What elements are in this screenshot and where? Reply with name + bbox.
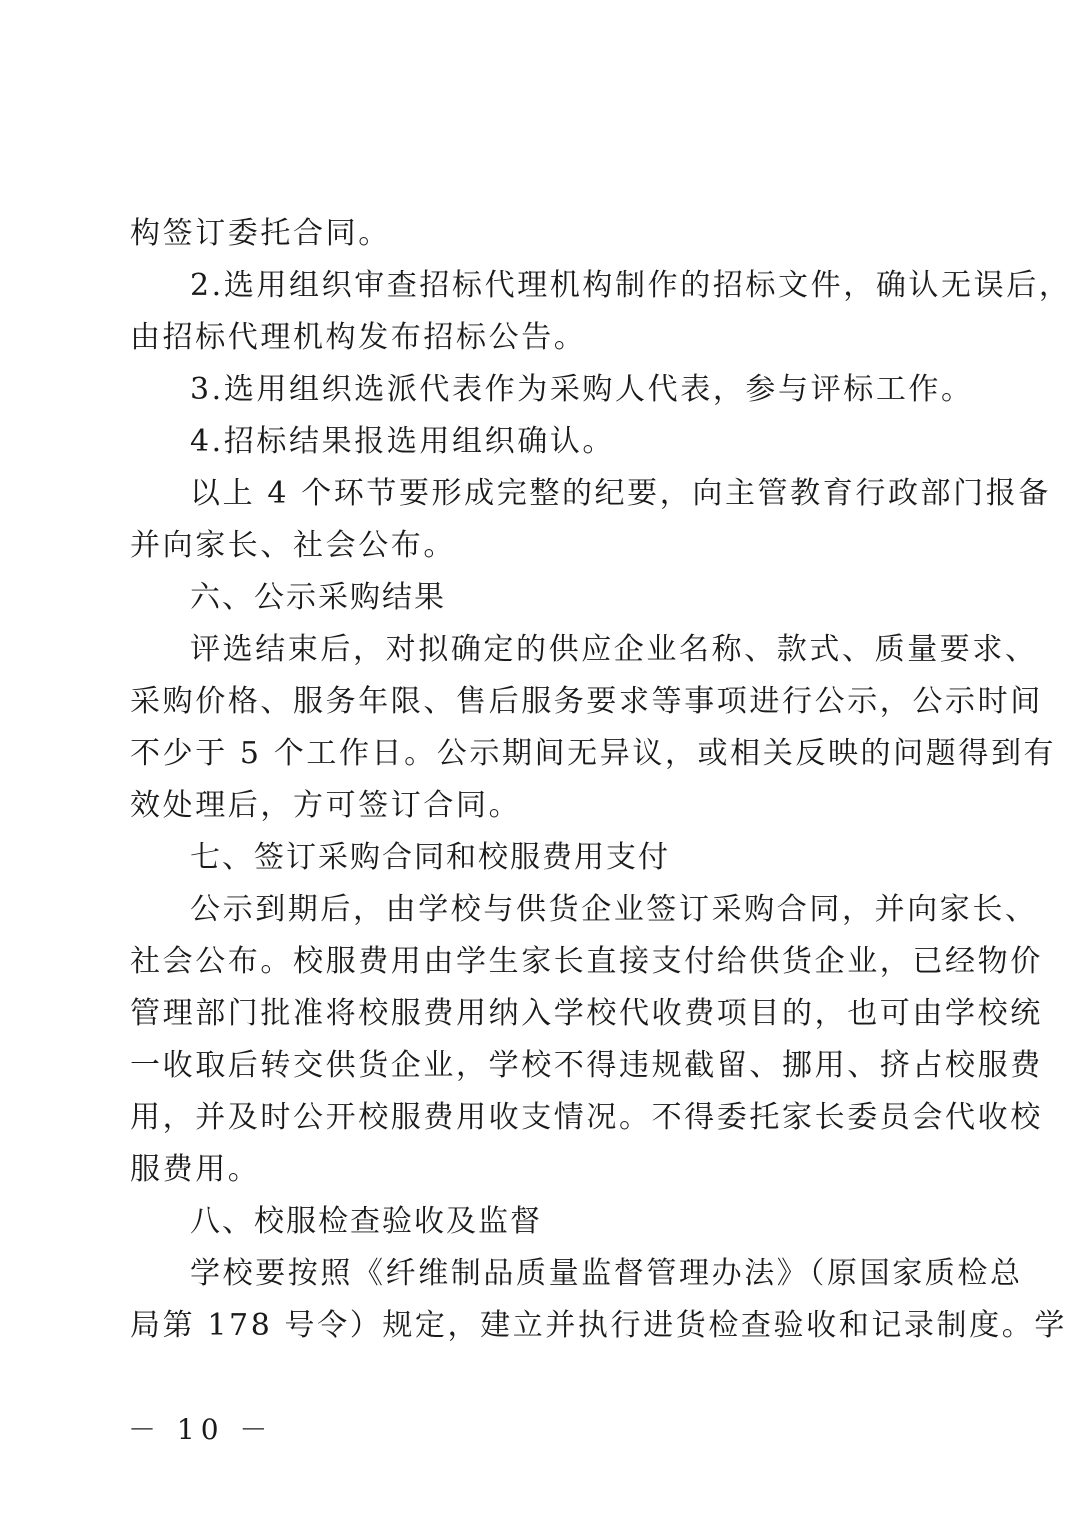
text-line: 一收取后转交供货企业，学校不得违规截留、挪用、挤占校服费	[130, 1048, 1043, 1083]
text-line: 服费用。	[130, 1152, 261, 1187]
paragraph-start: 学校要按照《纤维制品质量监督管理办法》（原国家质检总	[190, 1256, 1023, 1291]
text-line: 采购价格、服务年限、售后服务要求等事项进行公示，公示时间	[130, 684, 1043, 719]
list-item-3: 3.选用组织选派代表作为采购人代表，参与评标工作。	[190, 372, 974, 407]
text-line: 管理部门批准将校服费用纳入学校代收费项目的，也可由学校统	[130, 996, 1043, 1031]
paragraph-start: 以上 4 个环节要形成完整的纪要，向主管教育行政部门报备	[190, 476, 1051, 511]
text-line-continuation: 构签订委托合同。	[130, 216, 391, 251]
section-heading-7: 七、签订采购合同和校服费用支付	[190, 840, 670, 875]
list-item-2: 2.选用组织审查招标代理机构制作的招标文件，确认无误后，	[190, 268, 1072, 303]
section-heading-6: 六、公示采购结果	[190, 580, 446, 615]
paragraph-start: 公示到期后，由学校与供货企业签订采购合同，并向家长、	[190, 892, 1038, 927]
section-heading-8: 八、校服检查验收及监督	[190, 1204, 542, 1239]
text-line: 效处理后，方可签订合同。	[130, 788, 522, 823]
page-number: － 10 －	[128, 1413, 274, 1446]
list-item-4: 4.招标结果报选用组织确认。	[190, 424, 616, 459]
text-line: 不少于 5 个工作日。公示期间无异议，或相关反映的问题得到有	[130, 736, 1057, 771]
text-line: 用，并及时公开校服费用收支情况。不得委托家长委员会代收校	[130, 1100, 1043, 1135]
text-line: 由招标代理机构发布招标公告。	[130, 320, 587, 355]
text-line: 局第 178 号令）规定，建立并执行进货检查验收和记录制度。学	[130, 1308, 1067, 1343]
text-line: 并向家长、社会公布。	[130, 528, 456, 563]
document-page	[130, 208, 1072, 1352]
paragraph-start: 评选结束后，对拟确定的供应企业名称、款式、质量要求、	[190, 632, 1038, 667]
text-line: 社会公布。校服费用由学生家长直接支付给供货企业，已经物价	[130, 944, 1043, 979]
